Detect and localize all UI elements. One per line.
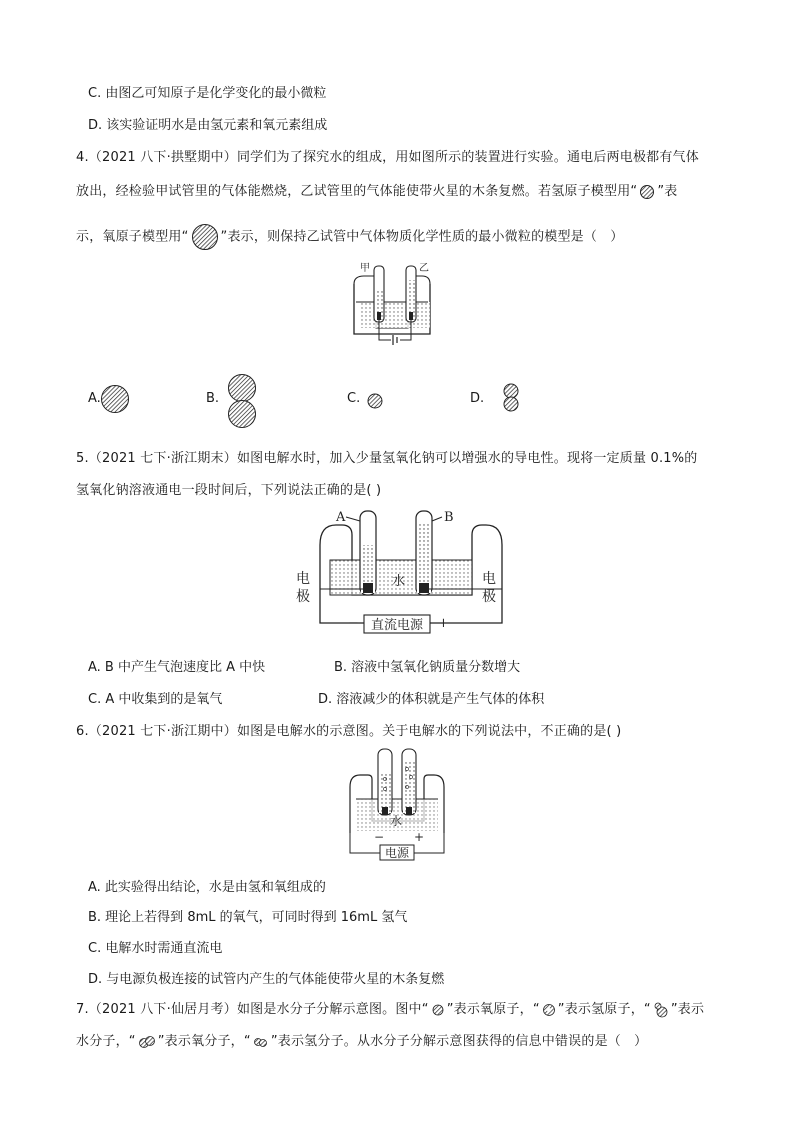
q4-option-c-label: C. (347, 391, 361, 406)
q6-water-label: 水 (389, 814, 403, 828)
oxygen-molecule-icon (138, 1035, 156, 1049)
water-molecule-icon (653, 1002, 669, 1018)
oxygen-atom-small-icon (431, 1004, 445, 1016)
q6-power-label: 电源 (384, 846, 410, 860)
q4-stem-line2: 放出，经检验甲试管里的气体能燃烧，乙试管里的气体能使带火星的木条复燃。若氢原子模型用“ ”表 (76, 184, 678, 199)
q5-tube-label-b: B (444, 510, 454, 525)
q5-option-c: C. A 中收集到的是氧气 (88, 692, 223, 707)
q3-option-d: D. 该实验证明水是由氢元素和氧元素组成 (88, 118, 328, 133)
q4-tube-label-yi: 乙 (419, 263, 429, 274)
q6-option-c: C. 电解水时需通直流电 (88, 941, 223, 956)
q6-stem-line1: 6.（2021 七下·浙江期中）如图是电解水的示意图。关于电解水的下列说法中，不正确的是( ) (76, 724, 622, 739)
hydrogen-atom-icon (639, 184, 655, 200)
q4-electrolysis-figure (344, 258, 448, 350)
q4-option-a-single-oxygen-model (100, 384, 134, 414)
q5-left-electrode-char1: 电 (296, 571, 310, 587)
q4-stem-line3: 示，氧原子模型用“ ”表示，则保持乙试管中气体物质化学性质的最小微粒的模型是（ ） (76, 223, 623, 251)
q4-option-b-label: B. (206, 391, 220, 406)
q5-left-electrode-char2: 极 (296, 589, 310, 605)
q4-option-c-single-hydrogen-model (365, 391, 385, 411)
q7-stem-line1: 7.（2021 八下·仙居月考）如图是水分子分解示意图。图中“ ”表示氧原子，“ ”表示氢原子，“ ”表示 (76, 1002, 705, 1017)
q5-option-b: B. 溶液中氢氧化钠质量分数增大 (334, 660, 521, 675)
q5-power-label: 直流电源 (370, 618, 424, 633)
q4-option-d-hydrogen-molecule-model (500, 381, 522, 415)
q5-right-electrode-char2: 极 (482, 589, 496, 605)
q6-electrolysis-figure (344, 745, 448, 861)
q4-option-a-label: A. (88, 391, 101, 406)
q5-option-d: D. 溶液减少的体积就是产生气体的体积 (318, 692, 545, 707)
q5-stem-line2: 氢氧化钠溶液通电一段时间后，下列说法正确的是( ) (76, 483, 382, 498)
q4-option-b-oxygen-molecule-model (226, 372, 258, 432)
q5-water-label: 水 (392, 574, 406, 589)
q5-minus-sign: − (348, 616, 359, 631)
hydrogen-atom-small-icon (542, 1003, 556, 1017)
q5-stem-line1: 5.（2021 七下·浙江期末）如图电解水时，加入少量氢氧化钠可以增强水的导电性。现将一定质量 0.1%的 (76, 451, 698, 466)
q5-option-a: A. B 中产生气泡速度比 A 中快 (88, 660, 266, 675)
q6-option-a: A. 此实验得出结论，水是由氢和氧组成的 (88, 880, 326, 895)
q7-stem-line2: 水分子，“ ”表示氧分子，“ ”表示氢分子。从水分子分解示意图获得的信息中错误的是（ ） (76, 1034, 648, 1049)
q6-minus-sign: − (374, 830, 385, 844)
q4-stem-line1: 4.（2021 八下·拱墅期中）同学们为了探究水的组成，用如图所示的装置进行实验。通电后两电极都有气体 (76, 150, 699, 165)
q6-option-b: B. 理论上若得到 8mL 的氧气，可同时得到 16mL 氢气 (88, 910, 408, 925)
q5-plus-sign: + (438, 616, 449, 631)
q6-plus-sign: + (414, 830, 425, 844)
q3-option-c: C. 由图乙可知原子是化学变化的最小微粒 (88, 86, 327, 101)
q4-option-d-label: D. (470, 391, 485, 406)
q5-electrolysis-figure (290, 503, 510, 645)
hydrogen-molecule-icon (253, 1035, 269, 1049)
q6-option-d: D. 与电源负极连接的试管内产生的气体能使带火星的木条复燃 (88, 972, 445, 987)
q5-right-electrode-char1: 电 (482, 571, 496, 587)
q5-tube-label-a: A (336, 510, 346, 525)
oxygen-atom-icon (191, 223, 219, 251)
q4-tube-label-jia: 甲 (360, 263, 370, 274)
